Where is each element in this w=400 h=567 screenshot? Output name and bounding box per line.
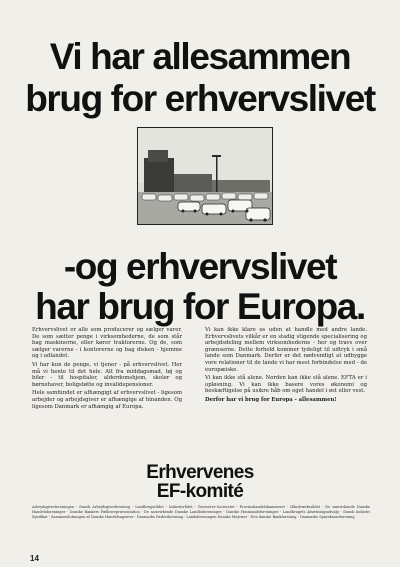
headline-line-1: Vi har allesammen <box>49 36 351 77</box>
headline-line-2: brug for erhvervslivet <box>25 78 375 119</box>
body-paragraph: Erhvervslivet er alle som producerer og sælger varer. De som sætter penge i virksomhederne, de som står bag maskinerne, eller kører traktorerne. Og de, som sælger varerne - i kontorerne og bag disken - hjemme og i udlandet. <box>32 327 182 360</box>
headline-line-4: har brug for Europa. <box>35 286 365 327</box>
body-paragraph: Hele samfundet er afhængigt af erhvervslivet - ligesom arbejder og arbejdsgiver er afhængige af hinanden. Og ligesom Danmark er afhængig af Europa. <box>32 390 182 410</box>
body-paragraph: Vi kan ikke klare os uden at handle med andre lande. Erhvervslivets vilkår er en stadig stigende specialisering og arbejdsdeling mellem virksomhederne - her og travs over grænserne. Dette forhold kommer tydeligt til udtryk i små lande som Danmark. Derfor er det nødvendigt at udbygge vore relationer til de lande vi har mest forbindelse med - de europæiske. <box>205 327 367 373</box>
page-number: 14 <box>30 554 39 563</box>
signature-line-2: EF-komité <box>156 481 244 502</box>
body-paragraph: Vi har kun de penge, vi tjener - på erhvervslivet. Her må vi hente til det hele. Alt fra middagsmad, tøj og biler - til hospitaler, alderdomshjem, skoler og børnehaver, boligstøtte og invalidepensioner. <box>32 361 182 388</box>
headline-line-3: -og erhvervslivet <box>63 246 337 287</box>
body-paragraph: Vi kan ikke stå alene. Norden kan ikke stå alene. EFTA er i opløsning. Vi kan ikke basere vores økonomi og beskæftigelse på usikre håb om eget handel i øst eller vest. <box>205 375 367 395</box>
signature-line-1: Erhvervenes <box>146 462 254 483</box>
member-organizations: Arbejdsgiverforeningen - Dansk Arbejdsgiverforening - Landbrugsrådet - Industrirådet - Grosserer-Societetet - Provinshandelskammeret - Håndværksrådet - De samvirkende Danske Handelsforeninger - Danske Bankers Fællesrepræsentation - De samvirkende Danske Landboforeninger - Danske Husmandsforeninger - Landbrugets Afsætningsudvalg - Dansk Industri Syndikat - Sammenslutningen af Danske Handelsagenter - Danmarks Rederiforening - Landsforeningen Danske Mejerier - Den danske Bankforening - Danmarks Sparekasseforening <box>32 505 370 519</box>
body-column-right <box>205 327 367 406</box>
body-closing-line: Derfor har vi brug for Europa - allesammen! <box>205 396 337 403</box>
body-column-left <box>32 327 182 412</box>
parking-lot-photo-icon <box>137 127 273 225</box>
